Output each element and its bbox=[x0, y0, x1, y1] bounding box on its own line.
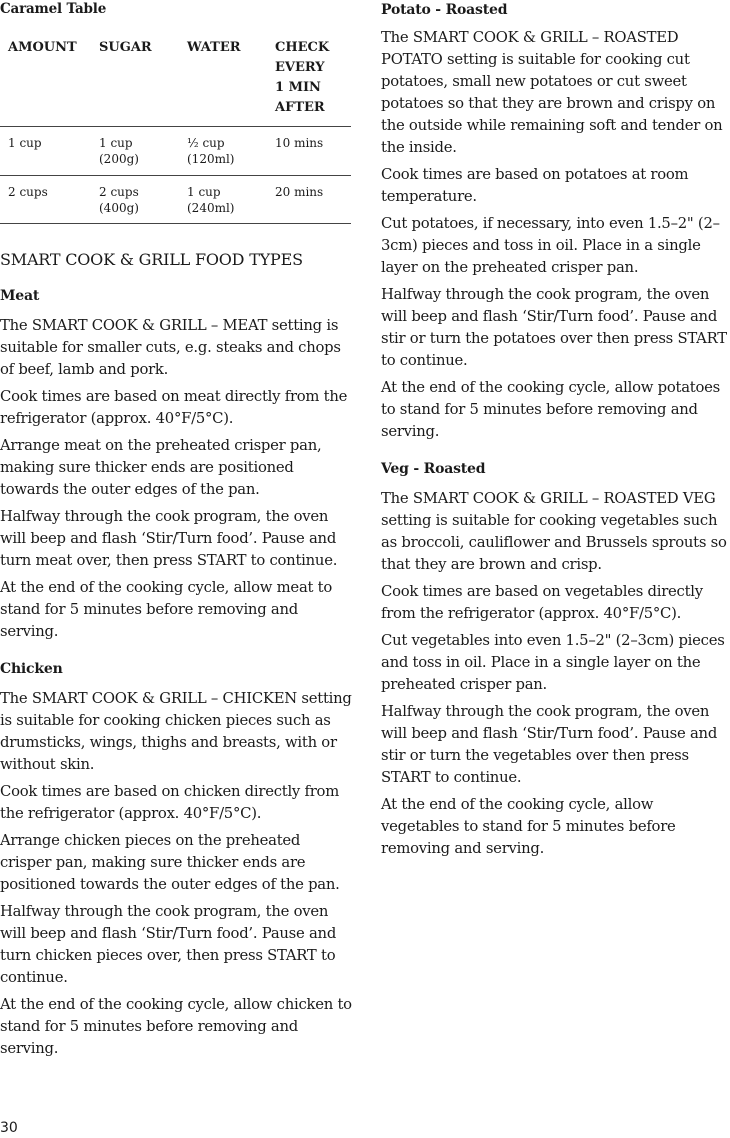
cell-water bbox=[179, 176, 267, 224]
veg-paragraph: Halfway through the cook program, the oven will beep and flash ‘Stir/Turn food’. Pause and stir or turn the vegetables over then press START to continue. bbox=[381, 703, 718, 786]
potato-paragraph: The SMART COOK & GRILL – ROASTED POTATO setting is suitable for cooking cut potatoes, small new potatoes or cut sweet potatoes so that they are brown and crispy on the outside while remaining soft and tender on the inside. bbox=[381, 29, 723, 156]
chicken-section bbox=[0, 659, 352, 1060]
cell-amount: 2 cups bbox=[0, 176, 91, 224]
veg-section bbox=[381, 459, 730, 860]
header-check-line: 1 MIN bbox=[275, 80, 321, 95]
caramel-table bbox=[0, 34, 351, 224]
potato-title: Potato - Roasted bbox=[381, 2, 508, 18]
page-number: 30 bbox=[0, 1120, 18, 1136]
potato-paragraph: Cook times are based on potatoes at room temperature. bbox=[381, 166, 689, 205]
potato-paragraph: Cut potatoes, if necessary, into even 1.5–2" (2–3cm) pieces and toss in oil. Place in a single layer on the preheated crisper pan. bbox=[381, 215, 720, 276]
header-check-line: AFTER bbox=[275, 100, 325, 115]
chicken-title: Chicken bbox=[0, 661, 63, 677]
chicken-paragraph: Halfway through the cook program, the oven will beep and flash ‘Stir/Turn food’. Pause and turn chicken pieces over, then press START to continue. bbox=[0, 903, 337, 986]
cell-sugar bbox=[91, 127, 179, 176]
cell-sugar-metric: (400g) bbox=[99, 201, 139, 215]
cell-amount: 1 cup bbox=[0, 127, 91, 176]
table-row bbox=[0, 176, 351, 224]
header-check-line: CHECK bbox=[275, 40, 330, 55]
cell-water-metric: (240ml) bbox=[187, 201, 235, 215]
potato-section bbox=[381, 0, 730, 443]
cell-water-amount: 1 cup bbox=[187, 185, 221, 199]
cell-sugar-metric: (200g) bbox=[99, 152, 139, 166]
meat-paragraph: Halfway through the cook program, the oven will beep and flash ‘Stir/Turn food’. Pause and turn meat over, then press START to continue. bbox=[0, 508, 338, 569]
veg-paragraph: Cook times are based on vegetables directly from the refrigerator (approx. 40°F/5°C). bbox=[381, 583, 703, 622]
cell-water-amount: ½ cup bbox=[187, 136, 225, 150]
meat-paragraph: Cook times are based on meat directly from the refrigerator (approx. 40°F/5°C). bbox=[0, 388, 348, 427]
header-water: WATER bbox=[179, 34, 267, 127]
chicken-paragraph: At the end of the cooking cycle, allow chicken to stand for 5 minutes before removing and serving. bbox=[0, 996, 352, 1057]
veg-title: Veg - Roasted bbox=[381, 461, 486, 477]
chicken-paragraph: Arrange chicken pieces on the preheated crisper pan, making sure thicker ends are positioned towards the outer edges of the pan. bbox=[0, 832, 340, 893]
meat-paragraph: The SMART COOK & GRILL – MEAT setting is suitable for smaller cuts, e.g. steaks and chops of beef, lamb and pork. bbox=[0, 317, 341, 378]
cell-water bbox=[179, 127, 267, 176]
table-row bbox=[0, 127, 351, 176]
potato-paragraph: Halfway through the cook program, the oven will beep and flash ‘Stir/Turn food’. Pause and stir or turn the potatoes over then press START to continue. bbox=[381, 286, 727, 369]
header-amount: AMOUNT bbox=[0, 34, 91, 127]
chicken-paragraph: Cook times are based on chicken directly from the refrigerator (approx. 40°F/5°C). bbox=[0, 783, 339, 822]
header-check-every bbox=[267, 34, 351, 127]
chicken-paragraph: The SMART COOK & GRILL – CHICKEN setting is suitable for cooking chicken pieces such as drumsticks, wings, thighs and breasts, with or without skin. bbox=[0, 690, 352, 773]
meat-section bbox=[0, 286, 352, 643]
cell-check: 20 mins bbox=[267, 176, 351, 224]
caramel-table-header-row bbox=[0, 34, 351, 127]
cell-check: 10 mins bbox=[267, 127, 351, 176]
caramel-table-title: Caramel Table bbox=[0, 1, 107, 17]
veg-paragraph: At the end of the cooking cycle, allow vegetables to stand for 5 minutes before removing and serving. bbox=[381, 796, 676, 857]
meat-title: Meat bbox=[0, 288, 40, 304]
cell-sugar-amount: 1 cup bbox=[99, 136, 133, 150]
veg-paragraph: Cut vegetables into even 1.5–2" (2–3cm) pieces and toss in oil. Place in a single layer on the preheated crisper pan. bbox=[381, 632, 725, 693]
cell-sugar-amount: 2 cups bbox=[99, 185, 139, 199]
cell-sugar bbox=[91, 176, 179, 224]
cell-water-metric: (120ml) bbox=[187, 152, 235, 166]
right-column bbox=[381, 0, 730, 860]
header-sugar: SUGAR bbox=[91, 34, 179, 127]
header-check-line: EVERY bbox=[275, 60, 325, 75]
meat-paragraph: Arrange meat on the preheated crisper pan, making sure thicker ends are positioned towards the outer edges of the pan. bbox=[0, 437, 322, 498]
meat-paragraph: At the end of the cooking cycle, allow meat to stand for 5 minutes before removing and serving. bbox=[0, 579, 333, 640]
left-column bbox=[0, 0, 352, 1060]
veg-paragraph: The SMART COOK & GRILL – ROASTED VEG setting is suitable for cooking vegetables such as broccoli, cauliflower and Brussels sprouts so that they are brown and crisp. bbox=[381, 490, 727, 573]
potato-paragraph: At the end of the cooking cycle, allow potatoes to stand for 5 minutes before removing and serving. bbox=[381, 379, 721, 440]
food-types-heading: SMART COOK & GRILL FOOD TYPES bbox=[0, 250, 303, 269]
